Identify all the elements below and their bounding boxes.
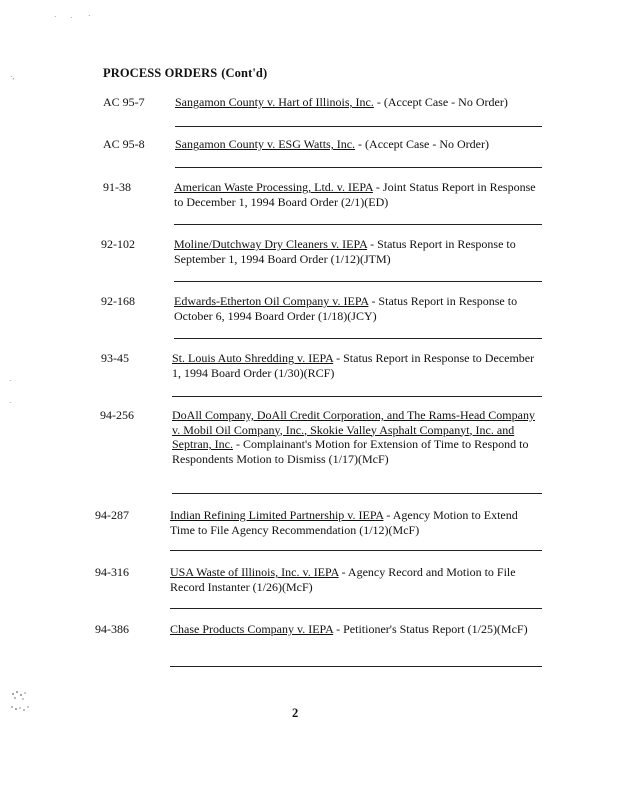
case-title: Edwards-Etherton Oil Company v. IEPA	[174, 294, 369, 308]
entry-description	[175, 95, 547, 110]
entry-text: - Agency Record and Motion to File Record Instanter (1/26)(McF)	[170, 565, 516, 594]
scan-speck: ·	[70, 14, 73, 22]
page-number: 2	[292, 706, 299, 720]
case-title: Sangamon County v. Hart of Illinois, Inc.	[175, 95, 374, 109]
section-title: PROCESS ORDERS	[103, 66, 218, 80]
case-title: Sangamon County v. ESG Watts, Inc.	[175, 137, 356, 151]
entry-separator-line	[170, 666, 542, 667]
entry-description	[174, 237, 546, 266]
entry-description	[174, 294, 546, 323]
scan-speck: ·	[88, 12, 91, 20]
entry-number: AC 95-8	[103, 137, 145, 151]
case-title: Moline/Dutchway Dry Cleaners v. IEPA	[174, 237, 368, 251]
entry-number: AC 95-7	[103, 95, 145, 109]
entry-number: 93-45	[101, 351, 129, 365]
entry-number: 92-102	[101, 237, 135, 251]
entry-description	[170, 508, 542, 537]
entry-text: - Status Report in Response to September 1, 1994 Board Order (1/12)(JTM)	[174, 237, 516, 266]
case-title: Chase Products Company v. IEPA	[170, 622, 334, 636]
entry-description	[174, 180, 546, 209]
entry-text: - Complainant's Motion for Extension of Time to Respond to Respondents Motion to Dismiss (1/17)(McF)	[172, 437, 529, 466]
entry-text: - Agency Motion to Extend Time to File Agency Recommendation (1/12)(McF)	[170, 508, 518, 537]
scan-speck: ·	[9, 377, 12, 385]
entry-text: - (Accept Case - No Order)	[373, 95, 508, 109]
case-title: DoAll Company, DoAll Credit Corporation, and The Rams-Head Company v. Mobil Oil Company, Inc., Skokie Valley Asphalt Companyt, Inc. and Septran, Inc.	[172, 408, 535, 451]
entry-text: - Petitioner's Status Report (1/25)(McF)	[333, 622, 528, 636]
entry-separator-line	[172, 493, 542, 494]
entry-description	[170, 622, 542, 637]
entry-separator-line	[174, 281, 542, 282]
entry-text: - (Accept Case - No Order)	[355, 137, 489, 151]
entry-separator-line	[172, 396, 542, 397]
section-heading	[103, 66, 267, 81]
entry-separator-line	[170, 550, 542, 551]
entry-description	[170, 565, 542, 594]
section-suffix: (Cont'd)	[221, 66, 268, 80]
entry-text: - Joint Status Report in Response to December 1, 1994 Board Order (2/1)(ED)	[174, 180, 536, 209]
entry-number: 94-256	[100, 408, 134, 422]
entry-separator-line	[175, 167, 542, 168]
entry-separator-line	[174, 224, 542, 225]
entry-description	[172, 351, 544, 380]
scan-speck: ·,	[10, 73, 15, 81]
entry-number: 94-287	[95, 508, 129, 522]
entry-separator-line	[170, 608, 542, 609]
scan-blot	[8, 688, 34, 718]
scan-speck: ·	[9, 399, 12, 407]
entry-number: 94-316	[95, 565, 129, 579]
entry-number: 94-386	[95, 622, 129, 636]
case-title: USA Waste of Illinois, Inc. v. IEPA	[170, 565, 339, 579]
entry-separator-line	[174, 338, 542, 339]
case-title: American Waste Processing, Ltd. v. IEPA	[174, 180, 373, 194]
entry-description	[172, 408, 544, 466]
entry-text: - Status Report in Response to December 1, 1994 Board Order (1/30)(RCF)	[172, 351, 535, 380]
entry-number: 91-38	[103, 180, 131, 194]
entry-text: - Status Report in Response to October 6, 1994 Board Order (1/18)(JCY)	[174, 294, 518, 323]
case-title: Indian Refining Limited Partnership v. IEPA	[170, 508, 384, 522]
entry-description	[175, 137, 547, 152]
entry-separator-line	[175, 126, 542, 127]
case-title: St. Louis Auto Shredding v. IEPA	[172, 351, 334, 365]
entry-number: 92-168	[101, 294, 135, 308]
scan-speck: ·	[54, 13, 57, 21]
